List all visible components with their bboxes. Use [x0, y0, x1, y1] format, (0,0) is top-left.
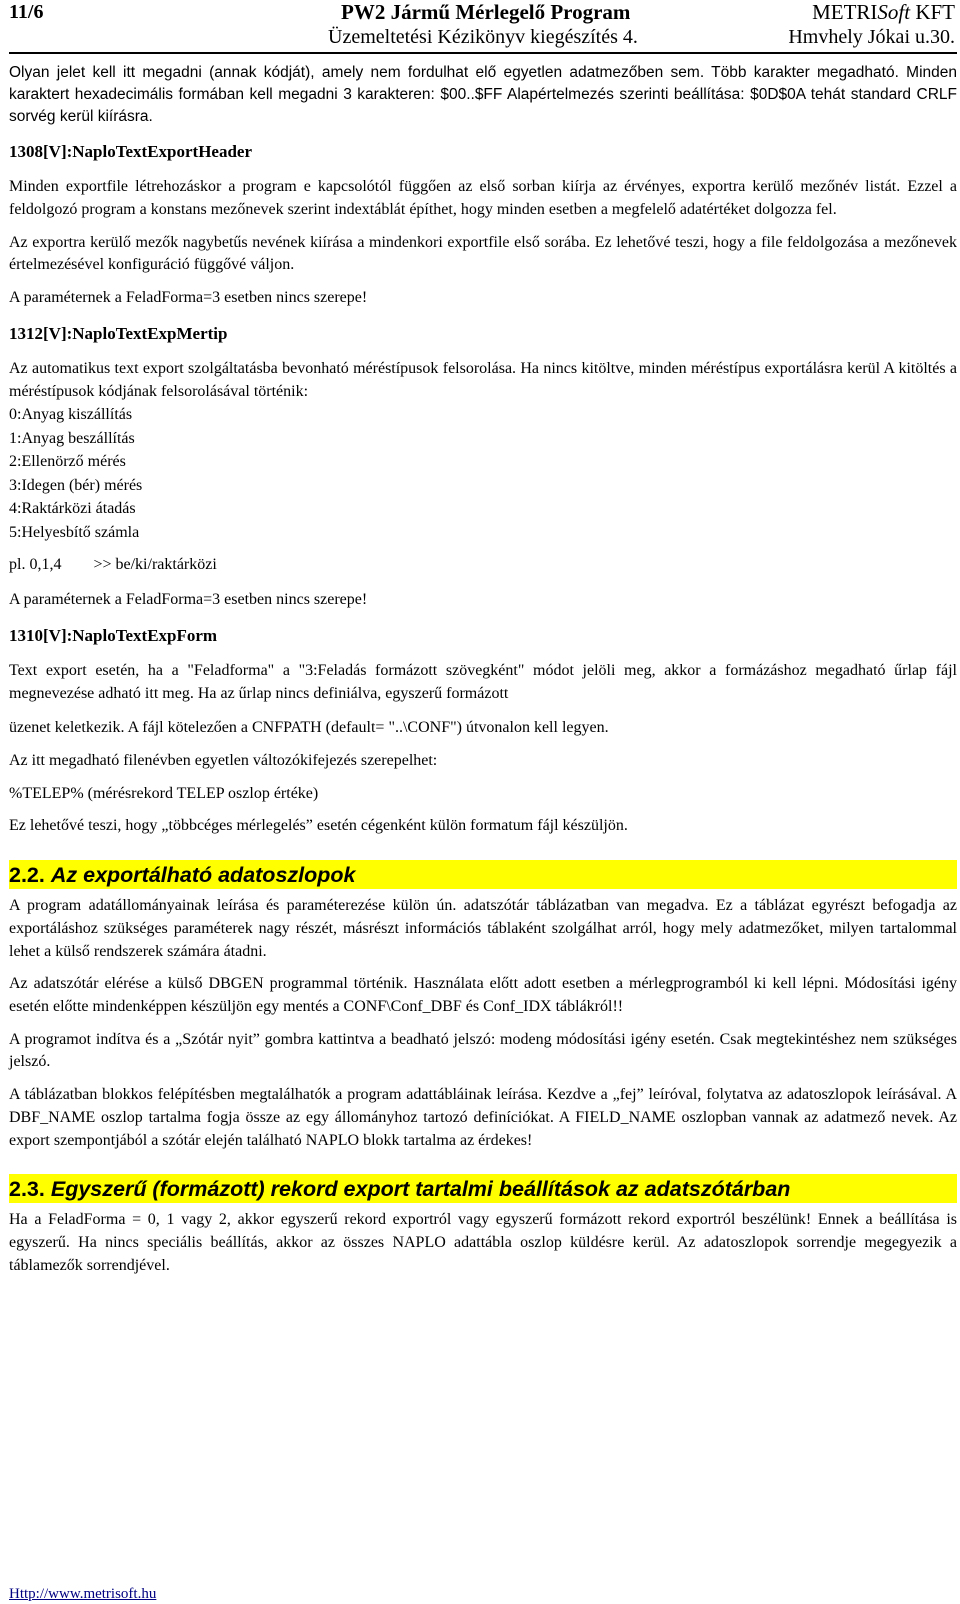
page-content	[9, 62, 957, 1288]
section-title: Egyszerű (formázott) rekord export tartalmi beállítások az adatszótárban	[50, 1177, 791, 1202]
section-2-3-paragraph-1: Ha a FeladForma = 0, 1 vagy 2, akkor egyszerű rekord exportról vagy egyszerű formázott rekord exportról beszélünk! Ennek a beállítása is egyszerű. Ha nincs speciális beállítás, akkor az összes NAPLO adattábla oszlop küldésre kerül. Az adatoszlopok sorrendje megegyezik a táblamezők sorrendjével.	[9, 1211, 957, 1274]
list-item: 2:Ellenörző mérés	[9, 453, 126, 471]
param-heading-1312: 1312[V]:NaploTextExpMertip	[9, 323, 228, 343]
param-heading-1310: 1310[V]:NaploTextExpForm	[9, 625, 218, 645]
company-address: Hmvhely Jókai u.30.	[788, 26, 955, 48]
param-1308-paragraph-2: Az exportra kerülő mezők nagybetűs nevének kiírása a mindenkori exportfile első sorába. Ez lehetővé teszi, hogy a file feldolgozása a mezőnevek értelmezésével konfiguráció függővé váljon.	[9, 233, 957, 274]
param-1308-paragraph-1: Minden exportfile létrehozáskor a program e kapcsolótól függően az első sorban kiírja az érvényes, exportra kerülő mezőnév listát. Ezzel a feldolgozó program a konstans mezőnevek szerint indextáblát építhet, hogy minden esetben a megfelelő adatértéket dolgozza fel.	[9, 178, 957, 218]
param-1310-paragraph-5: Ez lehetővé teszi, hogy „többcéges mérlegelés” esetén cégenként külön formatum fájl készüljön.	[9, 817, 628, 835]
section-heading-2-3	[9, 1174, 957, 1203]
example-code: pl. 0,1,4	[9, 556, 62, 574]
section-title: Az exportálható adatoszlopok	[50, 863, 356, 888]
document-title: PW2 Jármű Mérlegelő Program	[341, 0, 631, 24]
company-name: METRISoft KFT	[812, 0, 955, 24]
section-2-2-paragraph-4: A táblázatban blokkos felépítésben megtalálhatók a program adattábláinak leírása. Kezdve a „fej” leíróval, folytatva az adatoszlopok leírásával. A DBF_NAME oszlop tartalma fogja össze az egy állományhoz tartozó definíciókat. A FIELD_NAME oszlopban vannak az adatmező nevek. Az export szempontjából a szótár elején található NAPLO blokk tartalma az érdekes!	[9, 1086, 957, 1149]
page-header	[9, 0, 957, 54]
example-description: >> be/ki/raktárközi	[93, 556, 217, 574]
list-item: 5:Helyesbítő számla	[9, 523, 140, 541]
document-subtitle: Üzemeltetési Kézikönyv kiegészítés 4.	[328, 26, 638, 48]
list-item: 0:Anyag kiszállítás	[9, 406, 133, 424]
param-1312-note: A paraméternek a FeladForma=3 esetben nincs szerepe!	[9, 591, 368, 608]
footer-website-link[interactable]: Http://www.metrisoft.hu	[9, 1586, 157, 1602]
section-2-2-paragraph-1: A program adatállományainak leírása és paraméterezése külön ún. adatszótár táblázatban van megadva. Ez a táblázat egyrészt befogadja az exportáláshoz szükséges paraméterek nagy részét, másrészt információs táblaként szolgálhat arról, hogy mely adatmezőket, milyen tartalommal lehet a külső rendszerek számára átadni.	[9, 897, 957, 960]
example-line	[9, 554, 957, 577]
page-number: 11/6	[9, 1, 44, 23]
param-1312-paragraph: Az automatikus text export szolgáltatásba bevonható méréstípusok felsorolása. Ha nincs kitöltve, minden méréstípus exportálásra kerül A kitöltés a méréstípusok kódjának felsorolásával történik:	[9, 359, 957, 400]
section-number: 2.2.	[9, 863, 45, 888]
section-2-2-paragraph-2: Az adatszótár elérése a külső DBGEN programmal történik. Használata előtt adott esetben a mérlegprogramból ki kell lépni. Módosítási igény esetén előtte mindenképpen készüljön egy mentés a CONF\Conf_DBF és Conf_IDX táblákról!!	[9, 975, 957, 1016]
param-1310-paragraph-2: üzenet keletkezik. A fájl kötelezően a CNFPATH (default= "..\CONF") útvonalon kell legyen.	[9, 719, 609, 737]
list-item: 1:Anyag beszállítás	[9, 429, 135, 447]
document-page	[9, 0, 957, 1604]
param-1310-paragraph-1: Text export esetén, ha a "Feladforma" a "3:Feladás formázott szövegként" módot jelöli meg, akkor a formázáshoz megadható űrlap fájl megnevezése adható itt meg. Ha az űrlap nincs definiálva, egyszerű formázott	[9, 661, 957, 702]
section-heading-2-2	[9, 860, 957, 889]
list-item: 3:Idegen (bér) mérés	[9, 476, 143, 494]
param-1310-paragraph-3: Az itt megadható filenévben egyetlen változókifejezés szerepelhet:	[9, 752, 438, 769]
param-1310-paragraph-4: %TELEP% (mérésrekord TELEP oszlop értéke)	[9, 784, 319, 802]
param-1308-note: A paraméternek a FeladForma=3 esetben nincs szerepe!	[9, 289, 368, 306]
param-heading-1308: 1308[V]:NaploTextExportHeader	[9, 142, 253, 161]
section-number: 2.3.	[9, 1177, 45, 1202]
measurement-type-list	[9, 403, 957, 544]
list-item: 4:Raktárközi átadás	[9, 500, 136, 518]
section-2-2-paragraph-3: A programot indítva és a „Szótár nyit” gombra kattintva a beadható jelszó: modeng módosítási igény esetén. Csak megtekintéshez nem szükséges jelszó.	[9, 1030, 957, 1071]
intro-paragraph: Olyan jelet kell itt megadni (annak kódját), amely nem fordulhat elő egyetlen adatmezőben sem. Több karakter megadható. Minden karaktert hexadecimális formában kell megadni 3 karakteren: $00..$FF Alapértelmezés szerinti beállítása: $0D$0A tehát standard CRLF sorvég kerül kiírásra.	[9, 64, 957, 125]
